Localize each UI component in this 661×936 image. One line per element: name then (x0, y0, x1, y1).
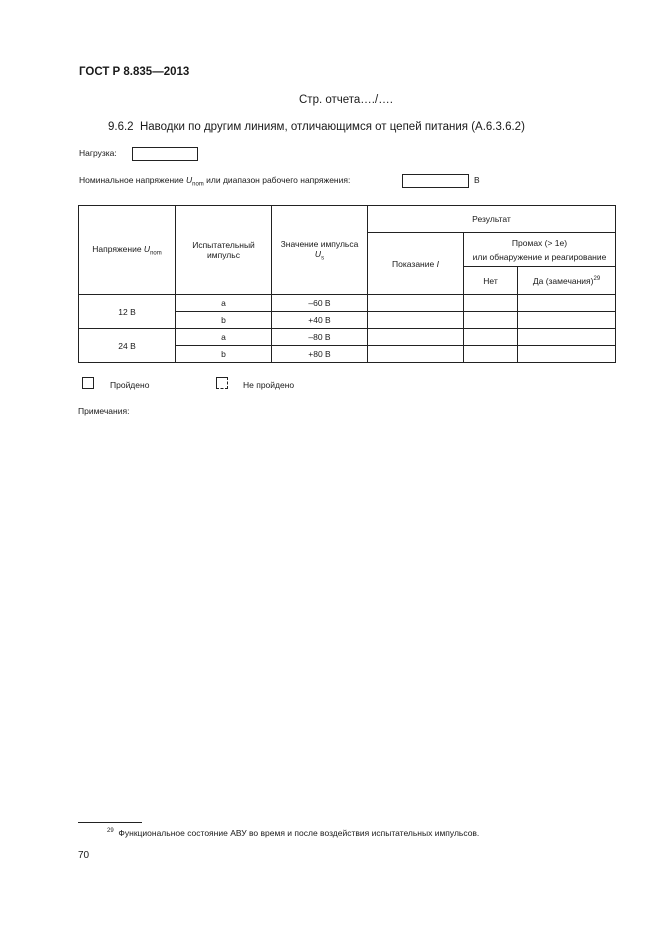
passed-checkbox[interactable] (82, 377, 94, 389)
col-header-reading: Показание I (368, 233, 464, 295)
footnote-divider (78, 822, 142, 823)
pulse-cell: a (176, 329, 272, 346)
pulse-value-cell: +40 В (272, 312, 368, 329)
col-header-yes: Да (замечания)$^{29}$ (518, 267, 616, 295)
load-field[interactable] (132, 147, 198, 161)
pulse-cell: b (176, 346, 272, 363)
table-row (79, 329, 616, 346)
voltage-field[interactable] (402, 174, 469, 188)
col-header-voltage: Напряжение $U_{nom}$ (79, 206, 176, 295)
col-header-pulse: Испытательный импульс (176, 206, 272, 295)
no-cell[interactable] (464, 312, 518, 329)
col-header-no: Нет (464, 267, 518, 295)
yes-cell[interactable] (518, 329, 616, 346)
yes-cell[interactable] (518, 295, 616, 312)
table-row (79, 295, 616, 312)
report-page-number: Стр. отчета…./…. (299, 94, 393, 106)
reading-cell[interactable] (368, 329, 464, 346)
footnote-text: Функциональное состояние АВУ во время и после воздействия испытательных импульсов. (118, 828, 480, 838)
footnote-number: 29 (107, 828, 114, 835)
no-cell[interactable] (464, 346, 518, 363)
page-number: 70 (78, 850, 90, 861)
col-header-result: Результат (368, 206, 616, 233)
pulse-cell: a (176, 295, 272, 312)
pulse-value-cell: +80 В (272, 346, 368, 363)
pulse-value-cell: –60 В (272, 295, 368, 312)
voltage-label: Номинальное напряжение $U_{nom}$ или диапазон рабочего напряжения: (79, 175, 351, 188)
col-header-miss: Промах (> 1е) или обнаружение и реагирование (464, 233, 616, 267)
yes-cell[interactable] (518, 312, 616, 329)
voltage-unit: В (474, 175, 480, 185)
voltage-cell: 24 В (79, 329, 176, 363)
yes-cell[interactable] (518, 346, 616, 363)
footnote (107, 828, 479, 838)
col-header-pulse-value: Значение импульса $U_s$ (272, 206, 368, 295)
voltage-cell: 12 В (79, 295, 176, 329)
section-number: 9.6.2 (108, 121, 134, 133)
reading-cell[interactable] (368, 295, 464, 312)
section-heading (108, 121, 525, 133)
passed-label: Пройдено (110, 380, 150, 390)
reading-cell[interactable] (368, 312, 464, 329)
results-table (78, 205, 616, 363)
failed-label: Не пройдено (243, 380, 295, 390)
no-cell[interactable] (464, 329, 518, 346)
standard-title: ГОСТ Р 8.835—2013 (79, 66, 190, 78)
notes-label: Примечания: (78, 406, 130, 416)
pulse-cell: b (176, 312, 272, 329)
no-cell[interactable] (464, 295, 518, 312)
failed-checkbox[interactable] (216, 377, 228, 389)
load-label: Нагрузка: (79, 148, 117, 158)
pulse-value-cell: –80 В (272, 329, 368, 346)
section-title: Наводки по другим линиям, отличающимся от цепей питания (А.6.3.6.2) (139, 121, 525, 133)
reading-cell[interactable] (368, 346, 464, 363)
